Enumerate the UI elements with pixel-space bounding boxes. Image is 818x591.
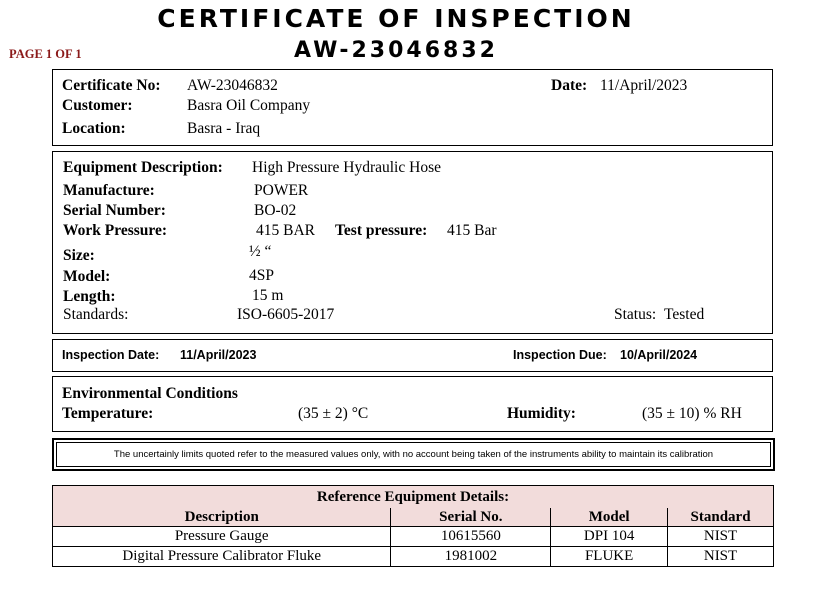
- standards-label: Standards:: [63, 306, 129, 323]
- model-label: Model:: [63, 268, 111, 285]
- standards-value: ISO-6605-2017: [237, 306, 335, 323]
- uncertainty-note: The uncertainly limits quoted refer to the measured values only, with no account being taken of the instruments ability to maintain its calibration: [56, 442, 771, 467]
- reference-equipment-table: [52, 485, 774, 567]
- inspection-due-label: Inspection Due:: [513, 348, 607, 362]
- length-label: Length:: [63, 288, 116, 305]
- cell-serial: 10615560: [391, 527, 551, 547]
- cell-standard: NIST: [668, 527, 774, 547]
- reference-table-title: Reference Equipment Details:: [53, 486, 774, 509]
- certificate-no-label: Certificate No:: [62, 77, 161, 94]
- certificate-no-value: AW-23046832: [187, 77, 278, 94]
- location-label: Location:: [62, 120, 126, 137]
- date-value: 11/April/2023: [600, 77, 688, 94]
- test-pressure-label: Test pressure:: [335, 222, 428, 239]
- inspection-due-value: 10/April/2024: [620, 348, 698, 362]
- temperature-value: (35 ± 2) °C: [298, 405, 369, 422]
- column-header-model: Model: [551, 508, 668, 527]
- length-value: 15 m: [252, 287, 284, 304]
- certificate-info-box: [52, 69, 773, 146]
- temperature-label: Temperature:: [62, 405, 154, 422]
- table-row: [53, 547, 774, 567]
- cell-model: DPI 104: [551, 527, 668, 547]
- size-value: ½ “: [249, 243, 272, 260]
- page-indicator: PAGE 1 OF 1: [9, 47, 82, 61]
- cell-standard: NIST: [668, 547, 774, 567]
- date-label: Date:: [551, 77, 588, 94]
- certificate-number-heading: AW-23046832: [294, 38, 498, 63]
- cell-description: Digital Pressure Calibrator Fluke: [53, 547, 391, 567]
- certificate-title: CERTIFICATE OF INSPECTION: [157, 4, 635, 33]
- inspection-dates-box: [52, 339, 773, 372]
- test-pressure-value: 415 Bar: [447, 222, 497, 239]
- location-value: Basra - Iraq: [187, 120, 261, 137]
- column-header-description: Description: [53, 508, 391, 527]
- table-row: [53, 527, 774, 547]
- model-value: 4SP: [249, 267, 274, 284]
- environment-box: [52, 376, 773, 432]
- cell-serial: 1981002: [391, 547, 551, 567]
- customer-label: Customer:: [62, 97, 133, 114]
- status-label: Status:: [614, 306, 657, 323]
- equipment-description-value: High Pressure Hydraulic Hose: [252, 159, 441, 176]
- column-header-standard: Standard: [668, 508, 774, 527]
- inspection-date-value: 11/April/2023: [180, 348, 257, 362]
- status-value: Tested: [664, 306, 705, 323]
- environment-heading: Environmental Conditions: [62, 385, 238, 402]
- work-pressure-label: Work Pressure:: [63, 222, 168, 239]
- humidity-label: Humidity:: [507, 405, 576, 422]
- manufacture-label: Manufacture:: [63, 182, 155, 199]
- serial-number-label: Serial Number:: [63, 202, 166, 219]
- work-pressure-value: 415 BAR: [256, 222, 315, 239]
- customer-value: Basra Oil Company: [187, 97, 311, 114]
- equipment-description-label: Equipment Description:: [63, 159, 223, 176]
- equipment-box: [52, 151, 773, 334]
- size-label: Size:: [63, 247, 95, 264]
- serial-number-value: BO-02: [254, 202, 297, 219]
- inspection-date-label: Inspection Date:: [62, 348, 160, 362]
- cell-model: FLUKE: [551, 547, 668, 567]
- cell-description: Pressure Gauge: [53, 527, 391, 547]
- humidity-value: (35 ± 10) % RH: [642, 405, 742, 422]
- manufacture-value: POWER: [254, 182, 309, 199]
- uncertainty-note-box: [52, 438, 775, 471]
- column-header-serial: Serial No.: [391, 508, 551, 527]
